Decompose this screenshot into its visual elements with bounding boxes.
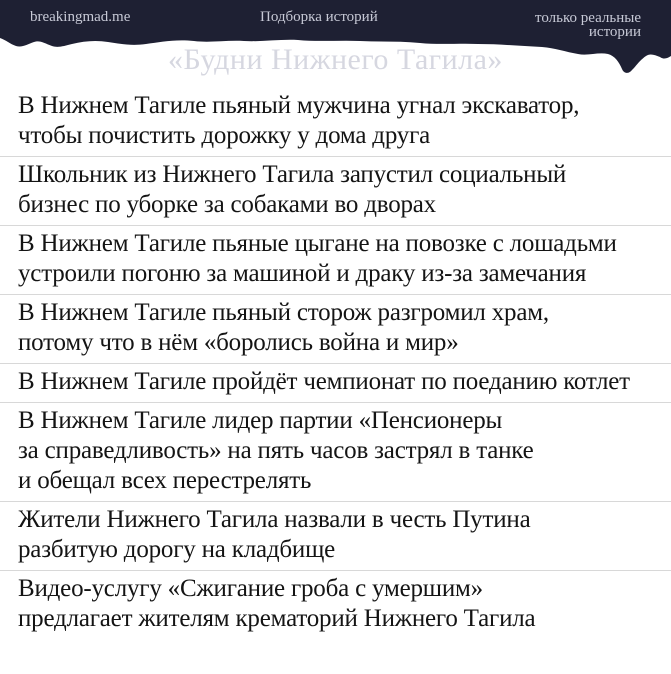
story-item[interactable]: В Нижнем Тагиле пройдёт чемпионат по поеданию котлет	[0, 364, 671, 403]
story-item[interactable]: В Нижнем Тагиле пьяный мужчина угнал экскаватор, чтобы почистить дорожку у дома друга	[0, 88, 671, 157]
tagline: только реальные истории	[535, 10, 641, 40]
page-title: «Будни Нижнего Тагила»	[168, 43, 503, 76]
stories-list	[0, 88, 671, 639]
site-name[interactable]: breakingmad.me	[30, 9, 131, 25]
story-item[interactable]: В Нижнем Тагиле лидер партии «Пенсионеры за справедливость» на пять часов застрял в танке и обещал всех перестрелять	[0, 403, 671, 502]
story-item[interactable]: В Нижнем Тагиле пьяные цыгане на повозке с лошадьми устроили погоню за машиной и драку из-за замечания	[0, 226, 671, 295]
story-item[interactable]: Школьник из Нижнего Тагила запустил социальный бизнес по уборке за собаками во дворах	[0, 157, 671, 226]
header-banner	[0, 0, 671, 90]
story-item[interactable]: Жители Нижнего Тагила назвали в честь Путина разбитую дорогу на кладбище	[0, 502, 671, 571]
story-item[interactable]: Видео-услугу «Сжигание гроба с умершим» предлагает жителям крематорий Нижнего Тагила	[18, 575, 536, 632]
collection-label: Подборка историй	[260, 9, 378, 25]
story-item[interactable]: В Нижнем Тагиле пьяный сторож разгромил храм, потому что в нём «боролись война и мир»	[0, 295, 671, 364]
